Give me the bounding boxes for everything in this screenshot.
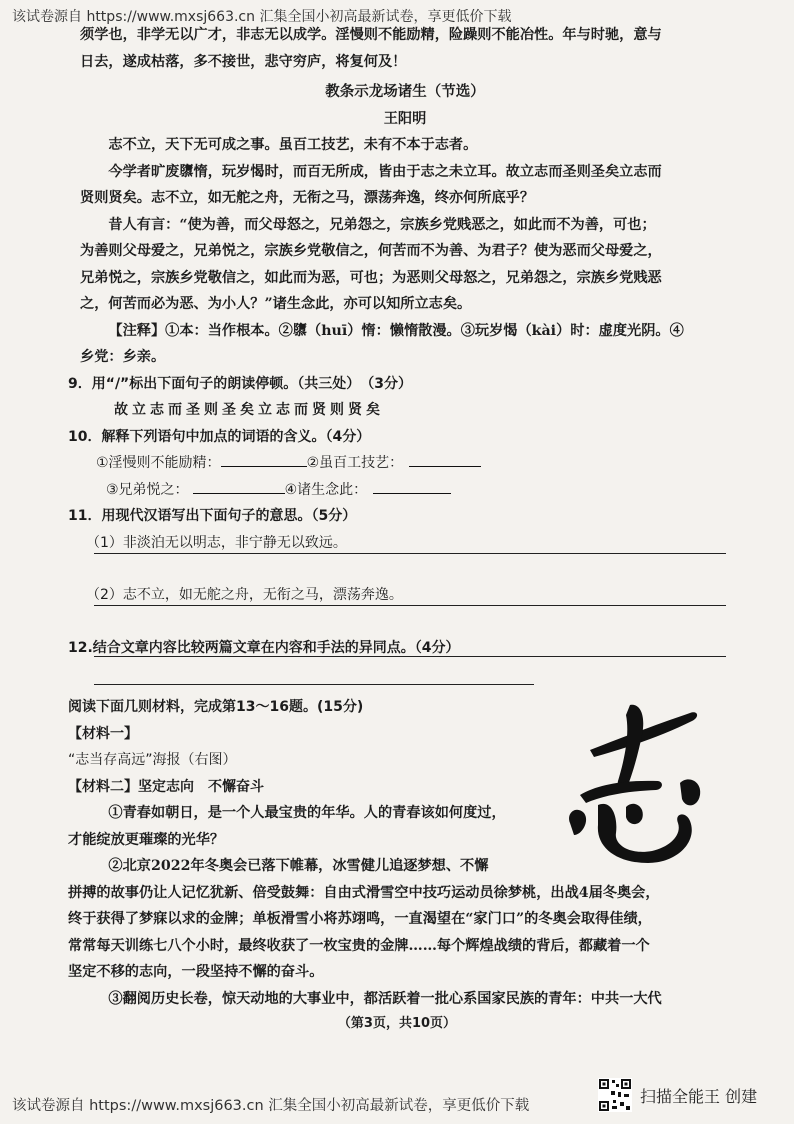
question-9: 9．用“/”标出下面句子的朗读停顿。（共三处） （3分） [68,375,412,392]
material-2-label: 【材料二】坚定志向 不懈奋斗 [68,778,264,795]
question-11-part1: （1）非淡泊无以明志，非宁静无以致远。 [86,534,347,551]
qr-code-icon [598,1078,632,1112]
answer-blank-c[interactable] [193,481,285,494]
answer-blank-d[interactable] [373,481,451,494]
material-2-para2d: 常常每天训练七八个小时，最终收获了一枚宝贵的金牌……每个辉煌战绩的背后，都藏着一个 [68,937,650,954]
passage1-line1: 须学也，非学无以广才，非志无以成学。淫慢则不能励精，险躁则不能冶性。年与时驰，意与 [80,27,662,43]
passage2-line: 为善则父母爱之，兄弟悦之，宗族乡党敬信之，何苦而不为善、为君子？使为恶而父母爱之， [80,243,662,259]
watermark-top: 该试卷源自 https://www.mxsj663.cn 汇集全国小初高最新试卷，享更低价下载 [12,9,512,25]
question-10-item-c: ③兄弟悦之： [106,481,189,498]
watermark-bottom: 该试卷源自 https://www.mxsj663.cn 汇集全国小初高最新试卷，享更低价下载 [12,1098,530,1114]
answer-line-11-1[interactable] [94,553,726,554]
exam-page [68,22,730,661]
material-2-para2a: ②北京2022年冬奥会已落下帷幕，冰雪健儿追逐梦想、不懈 [108,858,489,874]
material-2-para2b: 拼搏的故事仍让人记忆犹新、倍受鼓舞：自由式滑雪空中技巧运动员徐梦桃，出战4届冬奥会， [68,884,660,901]
annotation-line1: 【注释】①本：当作根本。②隳（huī）惰：懒惰散漫。③玩岁愒（kài）时：虚度光阴。④ [108,322,684,339]
materials-intro: 阅读下面几则材料，完成第13～16题。(15分) [68,699,364,715]
answer-line-11-2[interactable] [94,605,726,606]
passage2-line: 昔人有言：“使为善，而父母怒之，兄弟怨之，宗族乡党贱恶之，如此而不为善，可也； [108,216,656,233]
question-10-item-a: ①淫慢则不能励精： [96,455,221,471]
question-10-row1 [80,450,730,477]
answer-blank-b[interactable] [409,454,481,467]
material-2-para3a: ③翻阅历史长卷，惊天动地的大事业中，都活跃着一批心系国家民族的青年：中共一大代 [108,990,662,1007]
page-footer: （第3页，共10页） [337,1016,457,1031]
passage2-title: 教条示龙场诸生（节选） [325,83,485,100]
passage2-line: 志不立，天下无可成之事。虽百工技艺，未有不本于志者。 [108,137,478,153]
annotation-line2: 乡党：乡亲。 [80,349,166,365]
calligraphy-zhi-icon [560,695,710,865]
question-11-part2: （2）志不立，如无舵之舟，无衔之马，漂荡奔逸。 [86,587,403,603]
question-11: 11．用现代汉语写出下面句子的意思。（5分） [68,508,357,524]
question-9-sentence: 故立志而圣则圣矣立志而贤则贤矣 [114,402,384,418]
material-1-label: 【材料一】 [68,725,138,742]
answer-line-12-1[interactable] [94,656,726,657]
passage2-line: 贤则贤矣。志不立，如无舵之舟，无衔之马，漂荡奔逸，终亦何所底乎？ [80,190,535,206]
material-2-para1a: ①青春如朝日，是一个人最宝贵的年华。人的青春该如何度过， [108,805,506,821]
answer-blank-a[interactable] [221,454,307,467]
question-12: 12.结合文章内容比较两篇文章在内容和手法的异同点。（4分） [68,639,460,656]
material-2-para2e: 坚定不移的志向，一段坚持不懈的奋斗。 [68,964,324,980]
passage2-line: 兄弟悦之，宗族乡党敬信之，如此而为恶，可也；为恶则父母怒之，兄弟怨之，宗族乡党贱恶 [80,269,662,286]
question-10-row2 [80,477,730,504]
question-10-item-b: ②虽百工技艺： [306,455,404,471]
passage2-line: 今学者旷废隳惰，玩岁愒时，而百无所成，皆由于志之未立耳。故立志而圣则圣矣立志而 [108,163,662,180]
question-10: 10．解释下列语句中加点的词语的含义。（4分） [68,428,371,445]
passage1-line2: 日去，遂成枯落，多不接世，悲守穷庐，将复何及！ [80,53,407,70]
material-2-para1b: 才能绽放更璀璨的光华？ [68,831,225,848]
passage2-author: 王阳明 [383,110,427,127]
answer-line-12-2[interactable] [94,684,534,685]
question-10-item-d: ④诸生念此： [284,481,368,498]
material-2-para2c: 终于获得了梦寐以求的金牌；单板滑雪小将苏翊鸣，一直渴望在“家门口”的冬奥会取得佳绩， [68,911,652,927]
scanner-watermark: 扫描全能王 创建 [640,1087,758,1106]
passage2-line: 之，何苦而必为恶、为小人？”诸生念此，亦可以知所立志矣。 [80,296,472,312]
material-1-text: “志当存高远”海报（右图） [68,752,237,768]
poster-calligraphy [560,695,710,865]
